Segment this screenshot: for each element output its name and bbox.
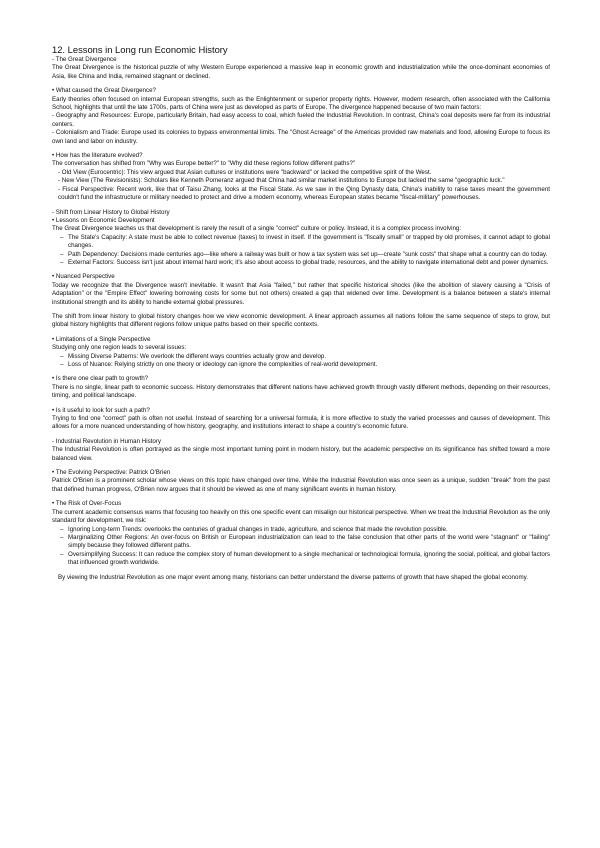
paragraph-nuanced-1: Today we recognize that the Divergence wasn't inevitable. It wasn't that Asia "failed," but rather that specific historical shocks (like the abolition of slavery causing a "Crisis of Adaptation" or the "Empire Effect" lowering borrowing costs for some but not others) created a gap that widened over time. Development is a balance between a state's internal institutional strength and its ability to handle external global pressures. <box>52 281 550 306</box>
list-item: - New View (The Revisionists): Scholars like Kenneth Pomeranz argued that China had similar market institutions to Europe but lacked the same "geographic luck." <box>58 177 505 185</box>
list-item: - Colonialism and Trade: Europe used its colonies to bypass environmental limits. The "Ghost Acreage" of the Americas provided raw materials and food, allowing Europe to focus its own land and labor on industry. <box>52 129 550 145</box>
list-item: - Geography and Resources: Europe, particularly Britain, had easy access to coal, which fueled the Industrial Revolution. In contrast, China's coal deposits were far from its industrial centers. <box>52 112 550 128</box>
paragraph-one-path: There is no single, linear path to economic success. History demonstrates that different nations have achieved growth through vastly different methods, depending on their resources, timing, and political landscape. <box>52 383 550 400</box>
paragraph-what-caused: Early theories often focused on internal European strengths, such as the Enlightenment or superior property rights. However, modern research, often associated with the California School, highlights that until the late 1700s, parts of China were just as developed as parts of Europe. The divergence happened because of two main factors: <box>52 95 550 112</box>
lessons-list <box>52 234 550 268</box>
paragraph-limitations: Studying only one region leads to several issues: <box>52 344 187 352</box>
heading-one-path: • Is there one clear path to growth? <box>52 375 550 383</box>
document-title: 12. Lessons in Long run Economic History <box>52 44 228 55</box>
heading-limitations: • Limitations of a Single Perspective <box>52 336 550 344</box>
list-item: - Old View (Eurocentric): This view argued that Asian cultures or institutions were "backward" or lacked the competitive spirit of the West. <box>58 168 432 176</box>
paragraph-literature: The conversation has shifted from "Why was Europe better?" to "Why did these regions follow different paths?" <box>52 160 356 168</box>
limitations-list <box>52 353 550 370</box>
list-item: - Fiscal Perspective: Recent work, like that of Taisu Zhang, looks at the Fiscal State. As we saw in the Qing Dynasty data, China's inability to raise taxes meant the government couldn't fund the infrastructure or military needed to protect and drive a modern economy, whereas European states became "fiscal-military" powerhouses. <box>58 185 550 202</box>
section-heading-industrial: - Industrial Revolution in Human History <box>52 437 162 445</box>
paragraph-overfocus: The current academic consensus warns that focusing too heavily on this one specific event can misalign our historical perspective. When we treat the Industrial Revolution as the only standard for development, we risk: <box>52 508 551 525</box>
paragraph-nuanced-2: The shift from linear history to global history changes how we view economic development. A linear approach assumes all nations follow the same sequence of steps to grow, but global history highlights that different regions follow unique paths based on their specific contexts. <box>52 312 550 329</box>
heading-nuanced: • Nuanced Perspective <box>52 273 550 281</box>
overfocus-list <box>52 526 550 568</box>
list-item: – External Factors: Success isn't just about internal hard work; it's also about access to global trade, resources, and the ability to navigate international debt and power dynamics. <box>60 259 550 267</box>
list-item: – Oversimplifying Success: It can reduce the complex story of human development to a single mechanical or technological formula, ignoring the social, political, and global factors that influenced growth worldwide. <box>60 551 550 568</box>
list-item: – Path Dependency: Decisions made centuries ago—like where a railway was built or how a tax system was set up—create "sunk costs" that shape what a country can do today. <box>60 251 550 259</box>
heading-what-caused: • What caused the Great Divergence? <box>52 87 550 95</box>
paragraph-great-divergence: The Great Divergence is the historical puzzle of why Western Europe experienced a massive leap in economic growth and industrialization while the once-dominant economies of Asia, like China and India, remained stagnant or declined. <box>52 64 550 80</box>
heading-overfocus: • The Risk of Over-Focus <box>52 500 550 508</box>
list-item: – Ignoring Long-term Trends: overlooks the centuries of gradual changes in trade, agriculture, and science that made the revolution possible. <box>60 526 550 534</box>
section-heading-shift: - Shift from Linear History to Global History <box>52 208 170 216</box>
heading-literature: • How has the literature evolved? <box>52 152 550 160</box>
heading-lessons: • Lessons on Economic Development <box>52 217 550 225</box>
section-heading-great-divergence: - The Great Divergence <box>52 56 117 63</box>
heading-obrien: • The Evolving Perspective: Patrick O'Brien <box>52 469 550 477</box>
list-item: – Missing Diverse Patterns: We overlook the different ways countries actually grow and develop. <box>60 353 550 361</box>
document-page <box>52 44 550 582</box>
list-item: – Loss of Nuance: Relying strictly on one theory or ideology can ignore the complexities of real-world development. <box>60 361 550 369</box>
paragraph-useful: Trying to find one "correct" path is often not useful. Instead of searching for a universal formula, it is more effective to study the varied processes and causes of development. This allows for a more nuanced understanding of how history, geography, and institutions interact to shape a country's economic future. <box>52 415 550 431</box>
paragraph-lessons: The Great Divergence teaches us that development is rarely the result of a single "correct" culture or policy. Instead, it is a complex process involving: <box>52 225 462 233</box>
paragraph-obrien: Patrick O'Brien is a prominent scholar whose views on this topic have changed over time. While the Industrial Revolution was once seen as a unique, sudden "break" from the past that defined human progress, O'Brien now argues that it should be viewed as one of many significant events in human history. <box>52 477 550 493</box>
paragraph-industrial: The Industrial Revolution is often portrayed as the single most important turning point in modern history, but the academic perspective on its significance has shifted toward a more balanced view. <box>52 446 550 462</box>
list-item: – Marginalizing Other Regions: An over-focus on British or European industrialization can lead to the false conclusion that other parts of the world were "stagnant" or "failing" simply because they followed different paths. <box>60 534 550 551</box>
list-item: – The State's Capacity: A state must be able to collect revenue (taxes) to invest in itself. If the government is "fiscally small" or trapped by old promises, it cannot adapt to global changes. <box>60 234 550 251</box>
paragraph-closing: By viewing the Industrial Revolution as one major event among many, historians can better understand the diverse patterns of growth that have shaped the global economy. <box>58 573 528 581</box>
heading-useful: • Is it useful to look for such a path? <box>52 407 550 415</box>
